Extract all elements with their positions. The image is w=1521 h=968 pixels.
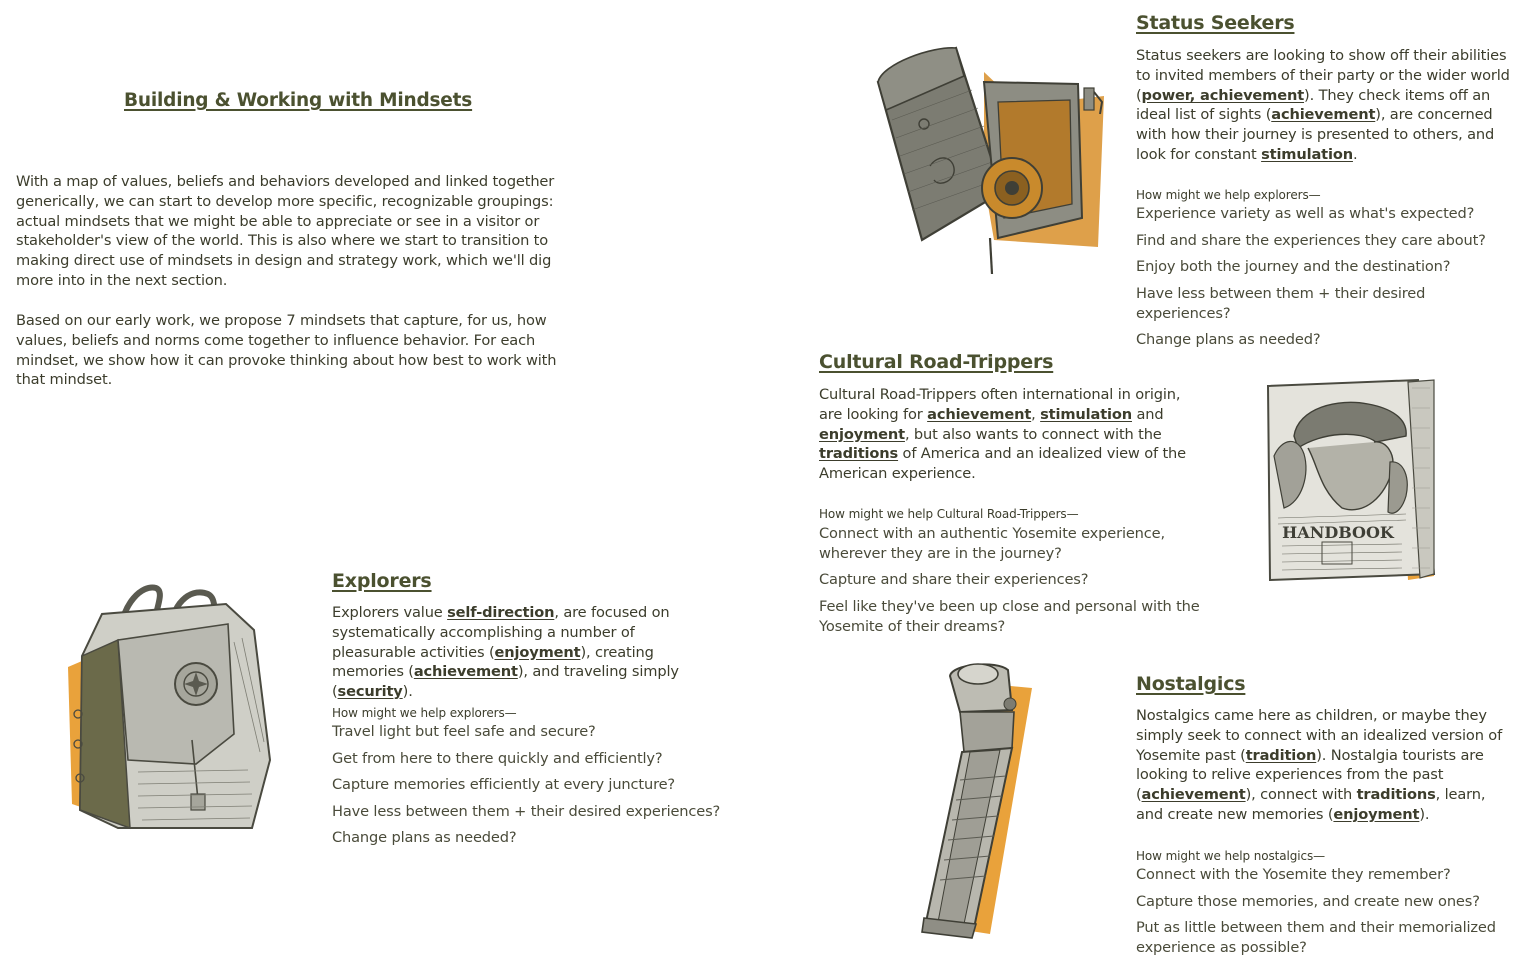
list-item: Change plans as needed?	[1136, 331, 1321, 349]
list-item: Have less between them + their desired experiences?	[1136, 284, 1426, 322]
camera-illustration	[872, 42, 1107, 277]
value-self-direction: self-direction	[447, 604, 555, 621]
value-enjoyment: enjoyment	[494, 643, 581, 661]
cultural-road-trippers-title: Cultural Road-Trippers	[819, 351, 1054, 373]
list-item: Have less between them + their desired experiences?	[332, 802, 721, 820]
cultural-road-trippers-description: Cultural Road-Trippers often international in origin, are looking for achievement, stimulation and enjoyment, but also wants to connect with the traditions of America and an idealized view of the American experience.	[819, 386, 1186, 483]
value-traditions: traditions	[819, 445, 899, 463]
status-seekers-title: Status Seekers	[1136, 12, 1295, 34]
value-power-achievement: power, achievement	[1141, 86, 1305, 104]
value-stimulation: stimulation	[1261, 145, 1353, 163]
explorers-title: Explorers	[332, 570, 432, 592]
value-achievement: achievement	[413, 663, 518, 681]
list-item: Travel light but feel safe and secure?	[332, 723, 596, 740]
nostalgics-title: Nostalgics	[1136, 673, 1246, 695]
value-traditions: traditions	[1356, 786, 1436, 804]
nostalgics-how-might-heading: How might we help nostalgics—	[1136, 849, 1326, 863]
value-achievement: achievement	[927, 405, 1032, 423]
value-stimulation: stimulation	[1040, 405, 1132, 423]
nostalgics-description: Nostalgics came here as children, or maybe they simply seek to connect with an idealized version of Yosemite past (tradition). Nostalgia tourists are looking to relive experiences from the past (achievement), connect with traditions, learn, and create new memories (enjoyment).	[1136, 707, 1503, 823]
explorers-question-list	[332, 722, 732, 855]
list-item: Connect with the Yosemite they remember?	[1136, 866, 1451, 883]
value-achievement: achievement	[1271, 106, 1376, 124]
list-item: Enjoy both the journey and the destination?	[1136, 258, 1451, 276]
status-seekers-question-list	[1136, 204, 1518, 357]
list-item: Capture memories efficiently at every juncture?	[332, 776, 676, 794]
explorers-description: Explorers value self-direction, are focused on systematically accomplishing a number of pleasurable activities (enjoyment), creating memories (achievement), and traveling simply (security).	[332, 604, 679, 701]
backpack-illustration	[58, 582, 283, 837]
handbook-illustration	[1258, 378, 1438, 584]
value-security: security	[337, 683, 403, 701]
list-item: Connect with an authentic Yosemite experience, wherever they are in the journey?	[819, 525, 1165, 562]
intro-paragraph-2: Based on our early work, we propose 7 mindsets that capture, for us, how values, beliefs and norms come together to influence behavior. For each mindset, we show how it can provoke thinking about how best to work with that mindset.	[16, 312, 557, 389]
value-tradition: tradition	[1245, 746, 1317, 764]
status-seekers-description: Status seekers are looking to show off their abilities to invited members of their party or the wider world (power, achievement). They check items off an ideal list of sights (achievement), are concerned with how their journey is presented to others, and look for constant stimulation.	[1136, 47, 1510, 163]
explorers-how-might-heading: How might we help explorers—	[332, 706, 517, 720]
status-seekers-how-might-heading: How might we help explorers—	[1136, 188, 1321, 202]
list-item: Find and share the experiences they care about?	[1136, 231, 1486, 249]
value-enjoyment: enjoyment	[1333, 805, 1420, 823]
list-item: Capture those memories, and create new ones?	[1136, 892, 1480, 910]
cultural-road-trippers-how-might-heading: How might we help Cultural Road-Trippers—	[819, 507, 1079, 521]
list-item: Put as little between them and their memorialized experience as possible?	[1136, 919, 1496, 956]
page-title: Building & Working with Mindsets	[124, 90, 473, 111]
flashlight-illustration	[914, 660, 1040, 942]
list-item: Change plans as needed?	[332, 829, 517, 847]
intro-paragraph-1: With a map of values, beliefs and behaviors developed and linked together generically, we can start to develop more specific, recognizable groupings: actual mindsets that we might be able to appreciate or see in a visitor or stakeholder's view of the world. This is also where we start to transition to making direct use of mindsets in design and strategy work, which we'll dig more into in the next section.	[16, 173, 555, 289]
list-item: Experience variety as well as what's expected?	[1136, 205, 1475, 222]
list-item: Get from here to there quickly and efficiently?	[332, 749, 663, 767]
list-item: Capture and share their experiences?	[819, 571, 1089, 589]
value-achievement: achievement	[1141, 786, 1246, 804]
list-item: Feel like they've been up close and personal with the Yosemite of their dreams?	[819, 597, 1200, 635]
value-enjoyment: enjoyment	[819, 425, 905, 443]
handbook-label: HANDBOOK	[1282, 523, 1394, 542]
nostalgics-question-list	[1136, 865, 1508, 965]
cultural-road-trippers-question-list	[819, 524, 1209, 643]
